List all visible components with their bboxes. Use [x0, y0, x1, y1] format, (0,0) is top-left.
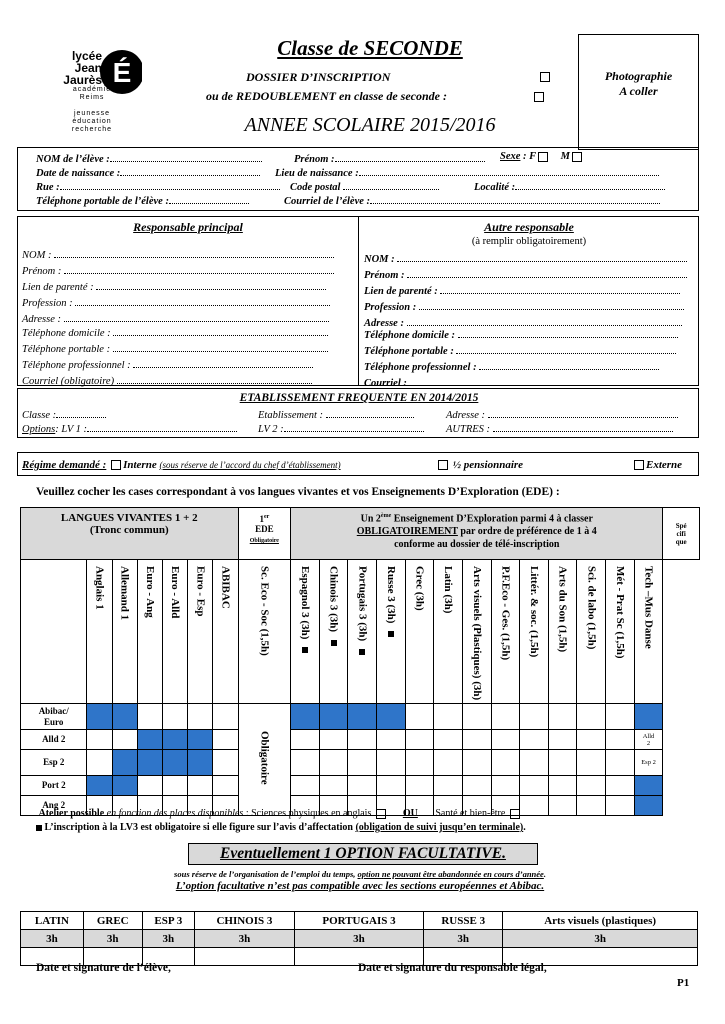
resp1-field[interactable]	[75, 295, 330, 306]
localite-field[interactable]	[515, 179, 665, 190]
resp1-fields	[22, 247, 356, 327]
regime-box	[17, 452, 699, 476]
ede-cell[interactable]	[491, 776, 520, 796]
ede-col-7	[491, 560, 520, 704]
inscription-checkbox[interactable]	[540, 72, 550, 82]
lv-cell[interactable]	[213, 704, 238, 730]
ede-cell[interactable]	[491, 704, 520, 730]
lv-col-4	[188, 560, 213, 704]
instruction-text: Veuillez cocher les cases correspondant à vos langues vivantes et vos Enseignements D’Exploration (EDE) :	[36, 486, 560, 498]
lv-col-1-label: Allemand 1	[118, 566, 131, 621]
resp1-row	[22, 247, 356, 263]
ede-cell[interactable]	[520, 704, 549, 730]
lv-cell[interactable]	[87, 730, 112, 750]
etab-lv2-label: LV 2 :	[258, 424, 284, 435]
logo-lycee: lycée	[71, 49, 102, 63]
resp1-label: Profession :	[22, 298, 73, 309]
ede-cell[interactable]	[520, 776, 549, 796]
option-hours-1: 3h	[83, 930, 142, 948]
lv-col-2-label: Euro - Ang	[143, 566, 156, 618]
option-hours-2: 3h	[142, 930, 194, 948]
resp2-label: Prénom :	[364, 270, 405, 281]
option-hours-5: 3h	[424, 930, 503, 948]
resp1-row	[22, 295, 356, 311]
ede-cell[interactable]	[405, 704, 434, 730]
ede-cell[interactable]	[348, 776, 377, 796]
option-hours-6: 3h	[503, 930, 698, 948]
lv-cell[interactable]	[162, 776, 187, 796]
ede-cell[interactable]	[377, 750, 406, 776]
ede-cell[interactable]	[462, 750, 491, 776]
ede-col-1-label: Chinois 3 (3h)	[327, 566, 340, 633]
resp2-row	[364, 283, 698, 299]
sexe-m-checkbox[interactable]	[572, 152, 582, 162]
resp2-field[interactable]	[440, 283, 680, 294]
page-title: Classe de SECONDE	[277, 36, 463, 60]
option-title: Eventuellement 1 OPTION FACULTATIVE.	[188, 843, 538, 865]
lv-ede-grid	[20, 507, 700, 816]
interne-label: Interne	[123, 459, 157, 471]
ede-cell[interactable]	[291, 730, 320, 750]
lv-col-0	[87, 560, 112, 704]
resp1-label: Prénom :	[22, 266, 62, 277]
lv-col-4-label: Euro - Esp	[194, 566, 207, 617]
rue-field[interactable]	[60, 179, 280, 190]
ede-cell[interactable]	[434, 730, 463, 750]
ede-cell[interactable]	[548, 750, 577, 776]
sexe-f-label: : F	[523, 151, 537, 162]
resp1-phone-field[interactable]	[113, 341, 328, 352]
naissance-label: Date de naissance :	[36, 168, 121, 179]
option-hours-3: 3h	[194, 930, 294, 948]
resp1-field[interactable]	[64, 311, 329, 322]
lv-col-3-label: Euro - Alld	[169, 566, 182, 619]
ede-cell[interactable]	[577, 750, 606, 776]
option-warning: L’option facultative n’est pas compatible avec les sections européennes et Abibac.	[175, 880, 545, 892]
etab-etablissement-label: Etablissement :	[258, 410, 324, 421]
demi-pension-checkbox[interactable]	[438, 460, 448, 470]
lv-cell[interactable]	[162, 704, 187, 730]
lv-cell[interactable]	[162, 730, 187, 750]
resp1-row	[22, 279, 356, 295]
ede-col-7-label: P.F.Eco - Ges. (1,5h)	[499, 566, 512, 661]
ede-cell[interactable]	[548, 776, 577, 796]
etablissement-box	[17, 388, 699, 438]
student-nom-field[interactable]	[110, 151, 262, 162]
photo-box: Photographie A coller	[578, 34, 699, 150]
atelier-note: Atelier possible en fonction des places disponibles : Sciences physiques en anglais OU Santé et bien-être	[36, 808, 522, 819]
ede1-col-sc-eco	[238, 560, 291, 704]
lv-cell[interactable]	[137, 730, 162, 750]
option-hours-4: 3h	[294, 930, 423, 948]
ede-cell[interactable]	[377, 776, 406, 796]
resp1-title: Responsable principal	[133, 220, 243, 234]
specifique-cell[interactable]: Esp 2	[634, 750, 663, 776]
resp2-field[interactable]	[397, 251, 687, 262]
resp2-label: NOM :	[364, 254, 395, 265]
lv-cell[interactable]	[112, 750, 137, 776]
option-table	[20, 911, 698, 966]
grid-row-label: Alld 2	[21, 730, 87, 750]
resp2-phone-label: Courriel :	[364, 378, 407, 389]
square-bullet-icon	[331, 640, 337, 646]
resp1-courriel-label: Courriel	[22, 376, 59, 387]
lv-header-title: LANGUES VIVANTES 1 + 2	[60, 512, 198, 524]
ede-col-11-label: Mét - Prat Sc (1,5h)	[613, 566, 626, 659]
resp2-phones	[364, 327, 698, 391]
ede-cell[interactable]	[405, 730, 434, 750]
etab-classe-label: Classe :	[22, 410, 57, 421]
resp2-fields	[364, 251, 698, 331]
svg-text:É: É	[112, 57, 132, 88]
signature-legal: Date et signature du responsable légal,	[358, 962, 547, 974]
naissance-field[interactable]	[120, 165, 260, 176]
student-prenom-field[interactable]	[335, 151, 485, 162]
option-col-1: GREC	[83, 912, 142, 930]
resp2-phone-row	[364, 343, 698, 359]
ede-col-8-label: Littér. & soc. (1,5h)	[528, 566, 540, 658]
specifique-cell[interactable]: Alld 2	[634, 730, 663, 750]
ede-cell[interactable]	[434, 776, 463, 796]
etab-lv1-label: : LV 1 :	[55, 424, 88, 435]
sexe-f-checkbox[interactable]	[538, 152, 548, 162]
lv-col-5-label: ABIBAC	[219, 566, 232, 609]
option-col-3: CHINOIS 3	[194, 912, 294, 930]
option-note: sous réserve de l’organisation de l’emploi du temps, option ne pouvant être abandonnée en cours d’année.	[174, 869, 546, 879]
grid-row-label: Esp 2	[21, 750, 87, 776]
ede-cell[interactable]	[577, 776, 606, 796]
resp1-phone-field[interactable]	[113, 325, 328, 336]
resp1-label: Adresse :	[22, 314, 61, 325]
school-logo	[42, 30, 142, 140]
ede-cell[interactable]	[377, 704, 406, 730]
lv-cell[interactable]	[137, 704, 162, 730]
option-col-2: ESP 3	[142, 912, 194, 930]
resp1-phone-label: Téléphone professionnel :	[22, 360, 131, 371]
etab-title: ETABLISSEMENT FREQUENTE EN 2014/2015	[239, 392, 479, 404]
ede2-header: Un 2ème Enseignement D’Exploration parmi 4 à classer OBLIGATOIREMENT par ordre de préférence de 1 à 4 conforme au dossier de télé-inscription	[291, 508, 663, 560]
sante-checkbox[interactable]	[510, 809, 520, 819]
logo-text	[44, 50, 102, 86]
ede-col-11	[606, 560, 635, 704]
resp2-label: Lien de parenté :	[364, 286, 438, 297]
ede-col-2-label: Portugais 3 (3h)	[356, 566, 369, 642]
obligatoire-label: Obligatoire	[258, 731, 271, 785]
lv-cell[interactable]	[188, 750, 213, 776]
resp2-phone-field[interactable]	[479, 359, 659, 370]
ede-cell[interactable]	[319, 704, 348, 730]
tel-eleve-label: Téléphone portable de l’élève :	[36, 196, 169, 207]
lv-cell[interactable]	[87, 704, 112, 730]
resp1-phones	[22, 325, 356, 389]
etab-adresse-field[interactable]	[488, 407, 678, 418]
lv-cell[interactable]	[213, 730, 238, 750]
lv3-note: L’inscription à la LV3 est obligatoire si elle figure sur l’avis d’affectation (obligation de suivi jusqu’en terminale).	[36, 822, 526, 833]
resp2-phone-row	[364, 327, 698, 343]
redoublement-checkbox[interactable]	[534, 92, 544, 102]
ede-cell[interactable]	[462, 776, 491, 796]
option-col-4: PORTUGAIS 3	[294, 912, 423, 930]
resp1-phone-field[interactable]	[133, 357, 313, 368]
ede-col-0-label: Espagnol 3 (3h)	[299, 566, 311, 640]
resp1-courriel-obl: (obligatoire)	[60, 376, 115, 387]
lv-cell[interactable]	[137, 750, 162, 776]
resp1-row	[22, 263, 356, 279]
lv-header-sub: (Tronc commun)	[89, 524, 169, 536]
resp1-field[interactable]	[96, 279, 326, 290]
ede-cell[interactable]	[348, 704, 377, 730]
specifique-cell[interactable]	[634, 796, 663, 816]
specifique-cell[interactable]	[634, 776, 663, 796]
lieu-label: Lieu de naissance :	[275, 168, 359, 179]
lv-col-5	[213, 560, 238, 704]
ede-cell[interactable]	[606, 704, 635, 730]
signature-eleve: Date et signature de l’élève,	[36, 962, 171, 974]
lv-col-0-label: Anglais 1	[93, 566, 106, 610]
lv-col-3	[162, 560, 187, 704]
etab-options-label: Options	[22, 424, 56, 435]
sexe-label: Sexe	[500, 151, 521, 162]
redoublement-label: ou de REDOUBLEMENT en classe de seconde :	[206, 89, 447, 103]
grid-row-label: Abibac/ Euro	[21, 704, 87, 730]
square-bullet-icon	[302, 647, 308, 653]
interne-checkbox[interactable]	[111, 460, 121, 470]
ede-cell[interactable]	[606, 776, 635, 796]
resp2-phone-label: Téléphone domicile :	[364, 330, 455, 341]
etab-etablissement-field[interactable]	[326, 407, 414, 418]
resp2-phone-field[interactable]	[458, 327, 678, 338]
ede-cell[interactable]	[462, 704, 491, 730]
ede-col-8	[520, 560, 549, 704]
dossier-inscription-label: DOSSIER D’INSCRIPTION	[246, 70, 391, 84]
ede-cell[interactable]	[434, 704, 463, 730]
logo-name: Jean Jaurès	[63, 61, 102, 87]
obligatoire-cell	[238, 704, 291, 816]
interne-note: (sous réserve de l’accord du chef d’établissement)	[159, 460, 341, 470]
ede-col-6-label: Arts visuels (Plastiques) (3h)	[470, 566, 483, 701]
grid-row-label: Ang 2	[21, 796, 87, 816]
school-year: ANNEE SCOLAIRE 2015/2016	[244, 114, 496, 136]
ede-cell[interactable]	[291, 750, 320, 776]
ede-col-0	[291, 560, 320, 704]
ede-col-3	[377, 560, 406, 704]
resp1-phone-row	[22, 357, 356, 373]
resp2-row	[364, 267, 698, 283]
ede-cell[interactable]	[577, 704, 606, 730]
resp1-field[interactable]	[54, 247, 334, 258]
resp1-field[interactable]	[64, 263, 334, 274]
lieu-field[interactable]	[359, 165, 659, 176]
resp2-field[interactable]	[407, 267, 687, 278]
ede-col-9-label: Arts du Son (1,5h)	[556, 566, 569, 653]
ede-cell[interactable]	[434, 750, 463, 776]
externe-label: Externe	[646, 459, 683, 471]
ede-col-3-label: Russe 3 (3h)	[384, 566, 397, 624]
specifique-col-label: Tech –Mus Danse	[642, 566, 655, 649]
resp2-row	[364, 251, 698, 267]
ede1-col-sc-eco-label: Sc. Eco - Soc (1,5h)	[258, 566, 271, 656]
student-info-box	[17, 147, 699, 211]
lv-cell[interactable]	[188, 776, 213, 796]
lv-cell[interactable]	[87, 750, 112, 776]
resp1-phone-label: Téléphone domicile :	[22, 328, 111, 339]
specifique-header: Spé cifi que	[663, 508, 700, 560]
option-check-3[interactable]	[194, 948, 294, 966]
ede-cell[interactable]	[348, 730, 377, 750]
resp2-phone-field[interactable]	[456, 343, 676, 354]
lv-cell[interactable]	[213, 776, 238, 796]
resp2-phone-label: Téléphone portable :	[364, 346, 454, 357]
ede-cell[interactable]	[520, 730, 549, 750]
ede-col-10-label: Sci. de labo (1,5h)	[585, 566, 598, 650]
ede-cell[interactable]	[405, 776, 434, 796]
ede-col-6	[462, 560, 491, 704]
lv-cell[interactable]	[112, 776, 137, 796]
resp2-phone-row	[364, 359, 698, 375]
cp-label: Code postal	[290, 182, 341, 193]
resp1-courriel-field[interactable]	[117, 373, 312, 384]
square-bullet-icon	[388, 631, 394, 637]
sexe-m-label: M	[560, 151, 571, 162]
grid-corner	[21, 560, 87, 704]
ede-cell[interactable]	[462, 730, 491, 750]
resp1-label: NOM :	[22, 250, 52, 261]
lv-header	[21, 508, 239, 560]
ede-cell[interactable]	[405, 750, 434, 776]
resp2-phone-field[interactable]	[410, 375, 680, 386]
lv-cell[interactable]	[137, 776, 162, 796]
etab-autres-field[interactable]	[493, 421, 673, 432]
ede-cell[interactable]	[291, 704, 320, 730]
option-col-0: LATIN	[21, 912, 84, 930]
ede-col-5	[434, 560, 463, 704]
resp1-phone-row	[22, 341, 356, 357]
cp-field[interactable]	[343, 179, 439, 190]
option-col-6: Arts visuels (plastiques)	[503, 912, 698, 930]
etab-classe-field[interactable]	[56, 407, 106, 418]
externe-checkbox[interactable]	[634, 460, 644, 470]
ede-cell[interactable]	[606, 796, 635, 816]
ede-cell[interactable]	[577, 730, 606, 750]
resp2-subtitle: (à remplir obligatoirement)	[471, 236, 587, 247]
resp2-field[interactable]	[419, 299, 684, 310]
atelier-checkbox[interactable]	[376, 809, 386, 819]
lv-cell[interactable]	[162, 750, 187, 776]
ede-col-9	[548, 560, 577, 704]
etab-lv1-field[interactable]	[87, 421, 237, 432]
rue-label: Rue :	[36, 182, 60, 193]
student-nom-label: NOM de l’élève :	[36, 154, 110, 165]
resp1-phone-label: Téléphone portable :	[22, 344, 111, 355]
option-hours-0: 3h	[21, 930, 84, 948]
lv-col-1	[112, 560, 137, 704]
ede-cell[interactable]	[577, 796, 606, 816]
logo-subtext: académie Reims jeunesse éducation recherche	[71, 86, 113, 133]
square-bullet-icon	[359, 649, 365, 655]
lv-col-2	[137, 560, 162, 704]
student-prenom-label: Prénom :	[294, 154, 335, 165]
ede-cell[interactable]	[520, 796, 549, 816]
ede-cell[interactable]	[319, 776, 348, 796]
ede1-header: 1er EDE Obligatoire	[238, 508, 291, 560]
option-col-5: RUSSE 3	[424, 912, 503, 930]
ede-cell[interactable]	[548, 730, 577, 750]
tel-eleve-field[interactable]	[169, 193, 249, 204]
ede-col-2	[348, 560, 377, 704]
ede-cell[interactable]	[548, 704, 577, 730]
resp2-title: Autre responsable	[484, 220, 574, 234]
resp2-field[interactable]	[407, 315, 682, 326]
resp2-row	[364, 299, 698, 315]
ede-col-1	[319, 560, 348, 704]
etab-lv2-field[interactable]	[284, 421, 424, 432]
ede-cell[interactable]	[377, 730, 406, 750]
ede-cell[interactable]	[291, 776, 320, 796]
courriel-eleve-field[interactable]	[370, 193, 660, 204]
specifique-col	[634, 560, 663, 704]
lv-cell[interactable]	[188, 730, 213, 750]
lv-cell[interactable]	[112, 704, 137, 730]
courriel-eleve-label: Courriel de l’élève :	[284, 196, 371, 207]
ede-cell[interactable]	[491, 730, 520, 750]
etab-autres-label: AUTRES :	[446, 424, 491, 435]
ede-cell[interactable]	[606, 750, 635, 776]
resp1-phone-row	[22, 325, 356, 341]
ede-col-5-label: Latin (3h)	[442, 566, 455, 614]
ede-cell[interactable]	[319, 750, 348, 776]
page-number: P1	[677, 977, 690, 989]
ede-cell[interactable]	[548, 796, 577, 816]
ede-col-4	[405, 560, 434, 704]
regime-label: Régime demandé :	[22, 459, 107, 471]
resp1-label: Lien de parenté :	[22, 282, 94, 293]
ede-cell[interactable]	[348, 750, 377, 776]
lv-cell[interactable]	[188, 704, 213, 730]
ede-cell[interactable]	[606, 730, 635, 750]
localite-label: Localité :	[474, 182, 516, 193]
specifique-cell[interactable]	[634, 704, 663, 730]
resp2-label: Profession :	[364, 302, 417, 313]
ede-cell[interactable]	[520, 750, 549, 776]
ede-cell[interactable]	[319, 730, 348, 750]
lv-cell[interactable]	[112, 730, 137, 750]
responsables-box	[17, 216, 699, 389]
resp1-courriel-row	[22, 373, 356, 389]
demi-pension-label: ½ pensionnaire	[452, 459, 524, 471]
ede-cell[interactable]	[491, 750, 520, 776]
ede-col-10	[577, 560, 606, 704]
resp2-phone-label: Téléphone professionnel :	[364, 362, 477, 373]
ede-col-4-label: Grec (3h)	[413, 566, 426, 611]
lv-cell[interactable]	[87, 776, 112, 796]
grid-row-label: Port 2	[21, 776, 87, 796]
etab-adresse-label: Adresse :	[446, 410, 485, 421]
resp2-label: Adresse :	[364, 318, 404, 329]
lv-cell[interactable]	[213, 750, 238, 776]
